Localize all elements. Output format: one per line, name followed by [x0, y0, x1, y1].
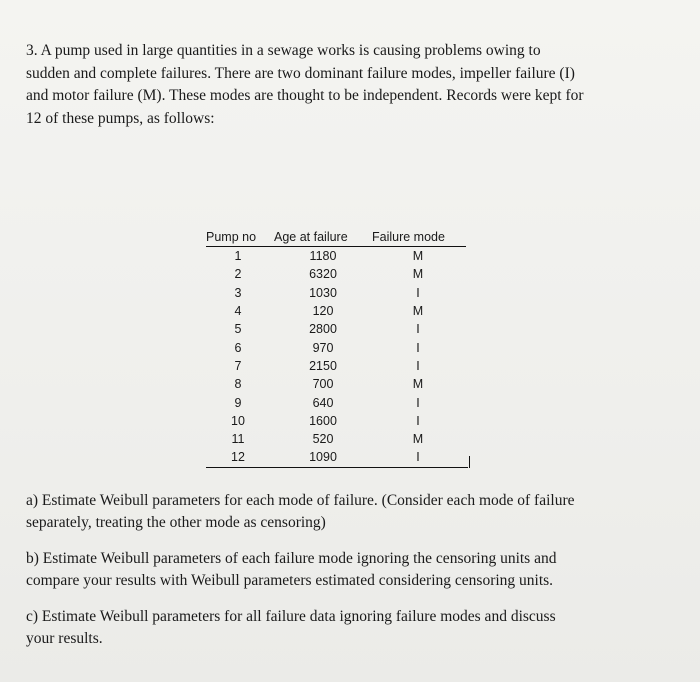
question-a: [26, 490, 676, 534]
problem-statement: [26, 40, 676, 130]
question-line: b) Estimate Weibull parameters of each failure mode ignoring the censoring units and: [26, 550, 557, 567]
pump-failure-table: [206, 228, 466, 468]
cell-pump-no: 1: [234, 249, 242, 264]
table-row: [206, 393, 466, 411]
question-line: your results.: [26, 630, 103, 647]
table-row: [206, 265, 466, 283]
cell-pump-no: 3: [234, 285, 242, 300]
table-bottom-rule: [206, 467, 468, 468]
problem-line: sudden and complete failures. There are two dominant failure modes, impeller failure (I): [26, 64, 575, 82]
table-corner-tick: [469, 456, 471, 468]
column-header-pump-no: Pump no: [206, 230, 257, 244]
problem-line: 3. A pump used in large quantities in a sewage works is causing problems owing to: [26, 42, 541, 59]
cell-mode: M: [412, 304, 424, 319]
table-row: [206, 375, 466, 393]
column-header-age-at-failure: Age at failure: [274, 230, 348, 244]
cell-mode: I: [416, 358, 420, 373]
question-b: [26, 548, 676, 592]
cell-pump-no: 12: [231, 450, 245, 465]
cell-pump-no: 2: [234, 267, 242, 282]
table-row: [206, 320, 466, 338]
table-row: [206, 448, 466, 466]
cell-mode: M: [412, 377, 424, 392]
cell-pump-no: 5: [234, 322, 242, 337]
table-row: [206, 247, 466, 265]
question-c: [26, 606, 676, 650]
cell-pump-no: 11: [231, 432, 245, 447]
table-row: [206, 357, 466, 375]
problem-line: and motor failure (M). These modes are thought to be independent. Records were kept for: [26, 87, 584, 104]
table-row: [206, 302, 466, 320]
table-row: [206, 412, 466, 430]
cell-age: 970: [312, 340, 334, 355]
cell-mode: I: [416, 413, 420, 428]
cell-pump-no: 4: [234, 304, 242, 319]
cell-mode: I: [416, 340, 420, 355]
question-list: [26, 490, 676, 664]
cell-mode: M: [412, 267, 424, 282]
table-row: [206, 338, 466, 356]
cell-mode: M: [412, 249, 424, 264]
cell-pump-no: 10: [231, 413, 245, 428]
column-header-failure-mode: Failure mode: [372, 230, 445, 244]
cell-mode: I: [416, 450, 420, 465]
table-row: [206, 430, 466, 448]
cell-age: 1030: [309, 285, 337, 300]
cell-pump-no: 7: [234, 358, 242, 373]
table-header: [206, 228, 466, 247]
cell-age: 520: [312, 432, 334, 447]
question-line: separately, treating the other mode as censoring): [26, 514, 326, 531]
question-line: a) Estimate Weibull parameters for each mode of failure. (Consider each mode of failure: [26, 492, 575, 509]
cell-age: 6320: [309, 267, 337, 282]
cell-age: 1600: [309, 413, 337, 428]
cell-age: 2800: [309, 322, 337, 337]
cell-age: 2150: [309, 358, 337, 373]
cell-pump-no: 8: [234, 377, 242, 392]
cell-age: 640: [312, 395, 334, 410]
cell-mode: I: [416, 395, 420, 410]
cell-pump-no: 9: [234, 395, 242, 410]
table-row: [206, 284, 466, 302]
cell-age: 700: [312, 377, 334, 392]
table-body: [206, 247, 466, 467]
question-line: compare your results with Weibull parameters estimated considering censoring units.: [26, 572, 554, 589]
cell-mode: I: [416, 285, 420, 300]
problem-line: 12 of these pumps, as follows:: [26, 109, 215, 127]
cell-mode: I: [416, 322, 420, 337]
cell-age: 120: [312, 304, 334, 319]
cell-mode: M: [412, 432, 424, 447]
cell-age: 1180: [309, 249, 337, 264]
cell-pump-no: 6: [234, 340, 242, 355]
question-line: c) Estimate Weibull parameters for all failure data ignoring failure modes and discuss: [26, 608, 556, 625]
cell-age: 1090: [309, 450, 337, 465]
